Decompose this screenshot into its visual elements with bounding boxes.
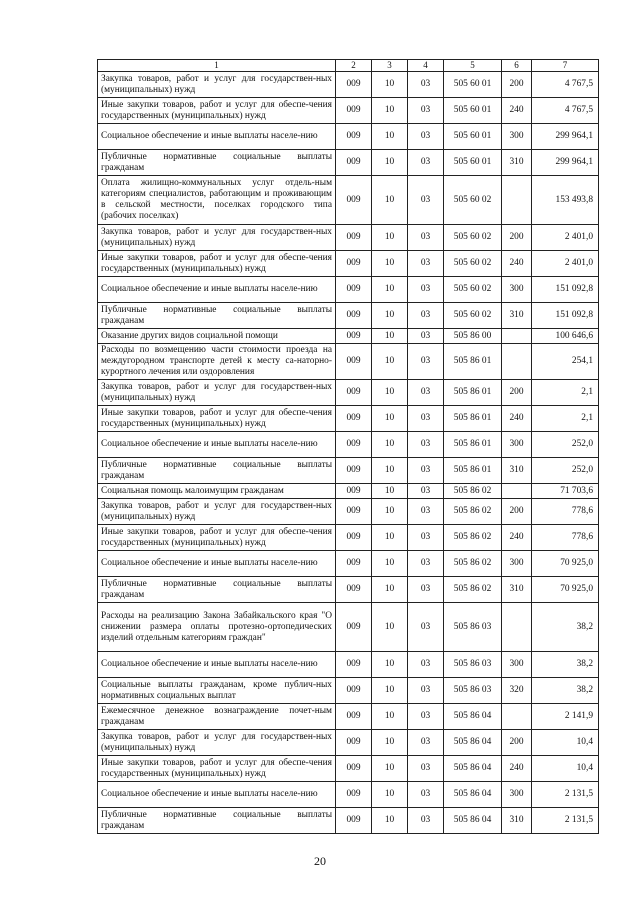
section-cell: 10 [372, 124, 408, 150]
subsection-cell: 03 [408, 730, 444, 756]
subsection-cell: 03 [408, 603, 444, 652]
target-article-cell: 505 86 02 [444, 577, 502, 603]
section-cell: 10 [372, 432, 408, 458]
expense-type-cell: 200 [502, 730, 532, 756]
target-article-cell: 505 60 02 [444, 176, 502, 225]
row-name-cell: Социальное обеспечение и иные выплаты населе-нию [98, 652, 336, 678]
row-name-cell: Закупка товаров, работ и услуг для государствен-ных (муниципальных) нужд [98, 225, 336, 251]
subsection-cell: 03 [408, 251, 444, 277]
row-name-cell: Иные закупки товаров, работ и услуг для обеспе-чения государственных (муниципальных) нужд [98, 98, 336, 124]
page-number: 20 [314, 854, 326, 868]
subsection-cell: 03 [408, 124, 444, 150]
table-row [98, 678, 599, 704]
subsection-cell: 03 [408, 329, 444, 344]
code-cell: 009 [336, 380, 372, 406]
subsection-cell: 03 [408, 704, 444, 730]
table-row [98, 98, 599, 124]
amount-cell: 4 767,5 [532, 72, 599, 98]
subsection-cell: 03 [408, 525, 444, 551]
amount-cell: 38,2 [532, 603, 599, 652]
row-name-cell: Социальные выплаты гражданам, кроме публич-ных нормативных социальных выплат [98, 678, 336, 704]
subsection-cell: 03 [408, 72, 444, 98]
subsection-cell: 03 [408, 652, 444, 678]
row-name-cell: Публичные нормативные социальные выплаты гражданам [98, 577, 336, 603]
code-cell: 009 [336, 652, 372, 678]
section-cell: 10 [372, 225, 408, 251]
section-cell: 10 [372, 704, 408, 730]
target-article-cell: 505 86 04 [444, 730, 502, 756]
row-name-cell: Публичные нормативные социальные выплаты гражданам [98, 303, 336, 329]
subsection-cell: 03 [408, 176, 444, 225]
table-row [98, 124, 599, 150]
expense-type-cell: 240 [502, 98, 532, 124]
target-article-cell: 505 86 02 [444, 525, 502, 551]
subsection-cell: 03 [408, 782, 444, 808]
expense-type-cell: 240 [502, 251, 532, 277]
code-cell: 009 [336, 458, 372, 484]
expense-type-cell: 240 [502, 406, 532, 432]
subsection-cell: 03 [408, 406, 444, 432]
target-article-cell: 505 86 02 [444, 499, 502, 525]
amount-cell: 70 925,0 [532, 551, 599, 577]
row-name-cell: Социальное обеспечение и иные выплаты населе-нию [98, 432, 336, 458]
expense-type-cell: 310 [502, 303, 532, 329]
amount-cell: 153 493,8 [532, 176, 599, 225]
code-cell: 009 [336, 577, 372, 603]
target-article-cell: 505 86 02 [444, 551, 502, 577]
amount-cell: 70 925,0 [532, 577, 599, 603]
target-article-cell: 505 86 04 [444, 808, 502, 834]
target-article-cell: 505 60 02 [444, 251, 502, 277]
row-name-cell: Расходы по возмещению части стоимости проезда на междугородном транспорте детей к месту са-наторно-курортного лечения или оздоровления [98, 344, 336, 380]
header-cell: 1 [98, 60, 336, 72]
section-cell: 10 [372, 176, 408, 225]
subsection-cell: 03 [408, 551, 444, 577]
section-cell: 10 [372, 98, 408, 124]
code-cell: 009 [336, 499, 372, 525]
subsection-cell: 03 [408, 303, 444, 329]
subsection-cell: 03 [408, 756, 444, 782]
target-article-cell: 505 86 02 [444, 484, 502, 499]
row-name-cell: Закупка товаров, работ и услуг для государствен-ных (муниципальных) нужд [98, 730, 336, 756]
row-name-cell: Закупка товаров, работ и услуг для государствен-ных (муниципальных) нужд [98, 380, 336, 406]
section-cell: 10 [372, 150, 408, 176]
row-name-cell: Закупка товаров, работ и услуг для государствен-ных (муниципальных) нужд [98, 499, 336, 525]
expense-type-cell: 300 [502, 652, 532, 678]
amount-cell: 299 964,1 [532, 150, 599, 176]
amount-cell: 71 703,6 [532, 484, 599, 499]
code-cell: 009 [336, 730, 372, 756]
row-name-cell: Публичные нормативные социальные выплаты гражданам [98, 150, 336, 176]
table-row [98, 782, 599, 808]
row-name-cell: Публичные нормативные социальные выплаты гражданам [98, 458, 336, 484]
table-row [98, 344, 599, 380]
table-row [98, 303, 599, 329]
table-row [98, 329, 599, 344]
table-row [98, 499, 599, 525]
section-cell: 10 [372, 551, 408, 577]
row-name-cell: Публичные нормативные социальные выплаты гражданам [98, 808, 336, 834]
amount-cell: 38,2 [532, 678, 599, 704]
target-article-cell: 505 86 01 [444, 344, 502, 380]
subsection-cell: 03 [408, 484, 444, 499]
expense-type-cell [502, 704, 532, 730]
table-row [98, 277, 599, 303]
code-cell: 009 [336, 98, 372, 124]
code-cell: 009 [336, 344, 372, 380]
table-row [98, 730, 599, 756]
code-cell: 009 [336, 150, 372, 176]
expense-type-cell [502, 176, 532, 225]
amount-cell: 2 131,5 [532, 808, 599, 834]
row-name-cell: Иные закупки товаров, работ и услуг для обеспе-чения государственных (муниципальных) нужд [98, 406, 336, 432]
expense-type-cell: 300 [502, 782, 532, 808]
section-cell: 10 [372, 577, 408, 603]
table-row [98, 808, 599, 834]
section-cell: 10 [372, 808, 408, 834]
row-name-cell: Социальная помощь малоимущим гражданам [98, 484, 336, 499]
target-article-cell: 505 60 01 [444, 72, 502, 98]
header-row [98, 60, 599, 72]
code-cell: 009 [336, 406, 372, 432]
target-article-cell: 505 86 01 [444, 380, 502, 406]
row-name-cell: Иные закупки товаров, работ и услуг для обеспе-чения государственных (муниципальных) нужд [98, 756, 336, 782]
section-cell: 10 [372, 499, 408, 525]
target-article-cell: 505 86 00 [444, 329, 502, 344]
expense-type-cell: 310 [502, 150, 532, 176]
table-row [98, 652, 599, 678]
expense-type-cell: 200 [502, 499, 532, 525]
expense-type-cell [502, 329, 532, 344]
code-cell: 009 [336, 808, 372, 834]
expense-type-cell: 300 [502, 124, 532, 150]
row-name-cell: Социальное обеспечение и иные выплаты населе-нию [98, 277, 336, 303]
amount-cell: 2,1 [532, 380, 599, 406]
section-cell: 10 [372, 277, 408, 303]
amount-cell: 2 401,0 [532, 225, 599, 251]
subsection-cell: 03 [408, 499, 444, 525]
code-cell: 009 [336, 432, 372, 458]
subsection-cell: 03 [408, 277, 444, 303]
target-article-cell: 505 86 01 [444, 458, 502, 484]
amount-cell: 2 401,0 [532, 251, 599, 277]
expense-type-cell [502, 484, 532, 499]
code-cell: 009 [336, 756, 372, 782]
amount-cell: 252,0 [532, 458, 599, 484]
target-article-cell: 505 60 02 [444, 225, 502, 251]
row-name-cell: Иные закупки товаров, работ и услуг для обеспе-чения государственных (муниципальных) нужд [98, 525, 336, 551]
subsection-cell: 03 [408, 150, 444, 176]
expense-type-cell: 200 [502, 380, 532, 406]
amount-cell: 778,6 [532, 499, 599, 525]
table-row [98, 251, 599, 277]
section-cell: 10 [372, 458, 408, 484]
code-cell: 009 [336, 176, 372, 225]
table-row [98, 577, 599, 603]
section-cell: 10 [372, 344, 408, 380]
code-cell: 009 [336, 72, 372, 98]
code-cell: 009 [336, 704, 372, 730]
expense-type-cell: 320 [502, 678, 532, 704]
expense-type-cell [502, 344, 532, 380]
table-row [98, 225, 599, 251]
table-row [98, 525, 599, 551]
amount-cell: 252,0 [532, 432, 599, 458]
table-row [98, 150, 599, 176]
section-cell: 10 [372, 730, 408, 756]
row-name-cell: Иные закупки товаров, работ и услуг для обеспе-чения государственных (муниципальных) нужд [98, 251, 336, 277]
amount-cell: 100 646,6 [532, 329, 599, 344]
target-article-cell: 505 60 01 [444, 124, 502, 150]
row-name-cell: Социальное обеспечение и иные выплаты населе-нию [98, 124, 336, 150]
code-cell: 009 [336, 124, 372, 150]
expense-type-cell: 200 [502, 72, 532, 98]
section-cell: 10 [372, 406, 408, 432]
target-article-cell: 505 60 02 [444, 277, 502, 303]
section-cell: 10 [372, 756, 408, 782]
expense-type-cell: 310 [502, 458, 532, 484]
table-row [98, 72, 599, 98]
row-name-cell: Оказание других видов социальной помощи [98, 329, 336, 344]
amount-cell: 778,6 [532, 525, 599, 551]
header-cell: 6 [502, 60, 532, 72]
subsection-cell: 03 [408, 98, 444, 124]
section-cell: 10 [372, 525, 408, 551]
target-article-cell: 505 86 04 [444, 782, 502, 808]
subsection-cell: 03 [408, 678, 444, 704]
section-cell: 10 [372, 678, 408, 704]
section-cell: 10 [372, 652, 408, 678]
header-cell: 5 [444, 60, 502, 72]
code-cell: 009 [336, 551, 372, 577]
header-cell: 2 [336, 60, 372, 72]
expense-type-cell: 300 [502, 277, 532, 303]
expense-type-cell: 310 [502, 808, 532, 834]
subsection-cell: 03 [408, 432, 444, 458]
subsection-cell: 03 [408, 577, 444, 603]
amount-cell: 4 767,5 [532, 98, 599, 124]
code-cell: 009 [336, 277, 372, 303]
amount-cell: 151 092,8 [532, 303, 599, 329]
code-cell: 009 [336, 303, 372, 329]
target-article-cell: 505 86 03 [444, 603, 502, 652]
row-name-cell: Оплата жилищно-коммунальных услуг отдель-ным категориям специалистов, работающим и проживающим в сельской местности, поселках городского типа (рабочих поселках) [98, 176, 336, 225]
expense-type-cell: 300 [502, 432, 532, 458]
code-cell: 009 [336, 329, 372, 344]
code-cell: 009 [336, 603, 372, 652]
row-name-cell: Закупка товаров, работ и услуг для государствен-ных (муниципальных) нужд [98, 72, 336, 98]
amount-cell: 38,2 [532, 652, 599, 678]
expense-type-cell: 300 [502, 551, 532, 577]
header-cell: 4 [408, 60, 444, 72]
target-article-cell: 505 86 01 [444, 406, 502, 432]
header-cell: 3 [372, 60, 408, 72]
target-article-cell: 505 86 03 [444, 652, 502, 678]
row-name-cell: Расходы на реализацию Закона Забайкальского края "О снижении размера оплаты протезно-ортопедических изделий отдельным категориям граждан" [98, 603, 336, 652]
target-article-cell: 505 86 04 [444, 704, 502, 730]
code-cell: 009 [336, 678, 372, 704]
code-cell: 009 [336, 225, 372, 251]
subsection-cell: 03 [408, 225, 444, 251]
table-row [98, 551, 599, 577]
section-cell: 10 [372, 329, 408, 344]
section-cell: 10 [372, 484, 408, 499]
subsection-cell: 03 [408, 458, 444, 484]
target-article-cell: 505 60 01 [444, 150, 502, 176]
table-row [98, 458, 599, 484]
target-article-cell: 505 86 01 [444, 432, 502, 458]
section-cell: 10 [372, 303, 408, 329]
amount-cell: 10,4 [532, 756, 599, 782]
table-row [98, 603, 599, 652]
expense-type-cell: 240 [502, 756, 532, 782]
table-row [98, 380, 599, 406]
table-body [98, 60, 599, 834]
section-cell: 10 [372, 380, 408, 406]
amount-cell: 10,4 [532, 730, 599, 756]
target-article-cell: 505 86 04 [444, 756, 502, 782]
table-row [98, 432, 599, 458]
header-cell: 7 [532, 60, 599, 72]
table-row [98, 484, 599, 499]
section-cell: 10 [372, 251, 408, 277]
code-cell: 009 [336, 251, 372, 277]
amount-cell: 2,1 [532, 406, 599, 432]
amount-cell: 2 131,5 [532, 782, 599, 808]
target-article-cell: 505 60 02 [444, 303, 502, 329]
row-name-cell: Ежемесячное денежное вознаграждение почет-ным гражданам [98, 704, 336, 730]
amount-cell: 2 141,9 [532, 704, 599, 730]
code-cell: 009 [336, 782, 372, 808]
amount-cell: 299 964,1 [532, 124, 599, 150]
table-row [98, 704, 599, 730]
row-name-cell: Социальное обеспечение и иные выплаты населе-нию [98, 551, 336, 577]
expense-type-cell: 310 [502, 577, 532, 603]
section-cell: 10 [372, 782, 408, 808]
subsection-cell: 03 [408, 808, 444, 834]
section-cell: 10 [372, 603, 408, 652]
row-name-cell: Социальное обеспечение и иные выплаты населе-нию [98, 782, 336, 808]
section-cell: 10 [372, 72, 408, 98]
expense-type-cell [502, 603, 532, 652]
amount-cell: 254,1 [532, 344, 599, 380]
table-row [98, 176, 599, 225]
code-cell: 009 [336, 525, 372, 551]
table-row [98, 756, 599, 782]
subsection-cell: 03 [408, 380, 444, 406]
code-cell: 009 [336, 484, 372, 499]
amount-cell: 151 092,8 [532, 277, 599, 303]
budget-table [97, 59, 599, 834]
subsection-cell: 03 [408, 344, 444, 380]
target-article-cell: 505 60 01 [444, 98, 502, 124]
expense-type-cell: 200 [502, 225, 532, 251]
expense-type-cell: 240 [502, 525, 532, 551]
table-row [98, 406, 599, 432]
target-article-cell: 505 86 03 [444, 678, 502, 704]
